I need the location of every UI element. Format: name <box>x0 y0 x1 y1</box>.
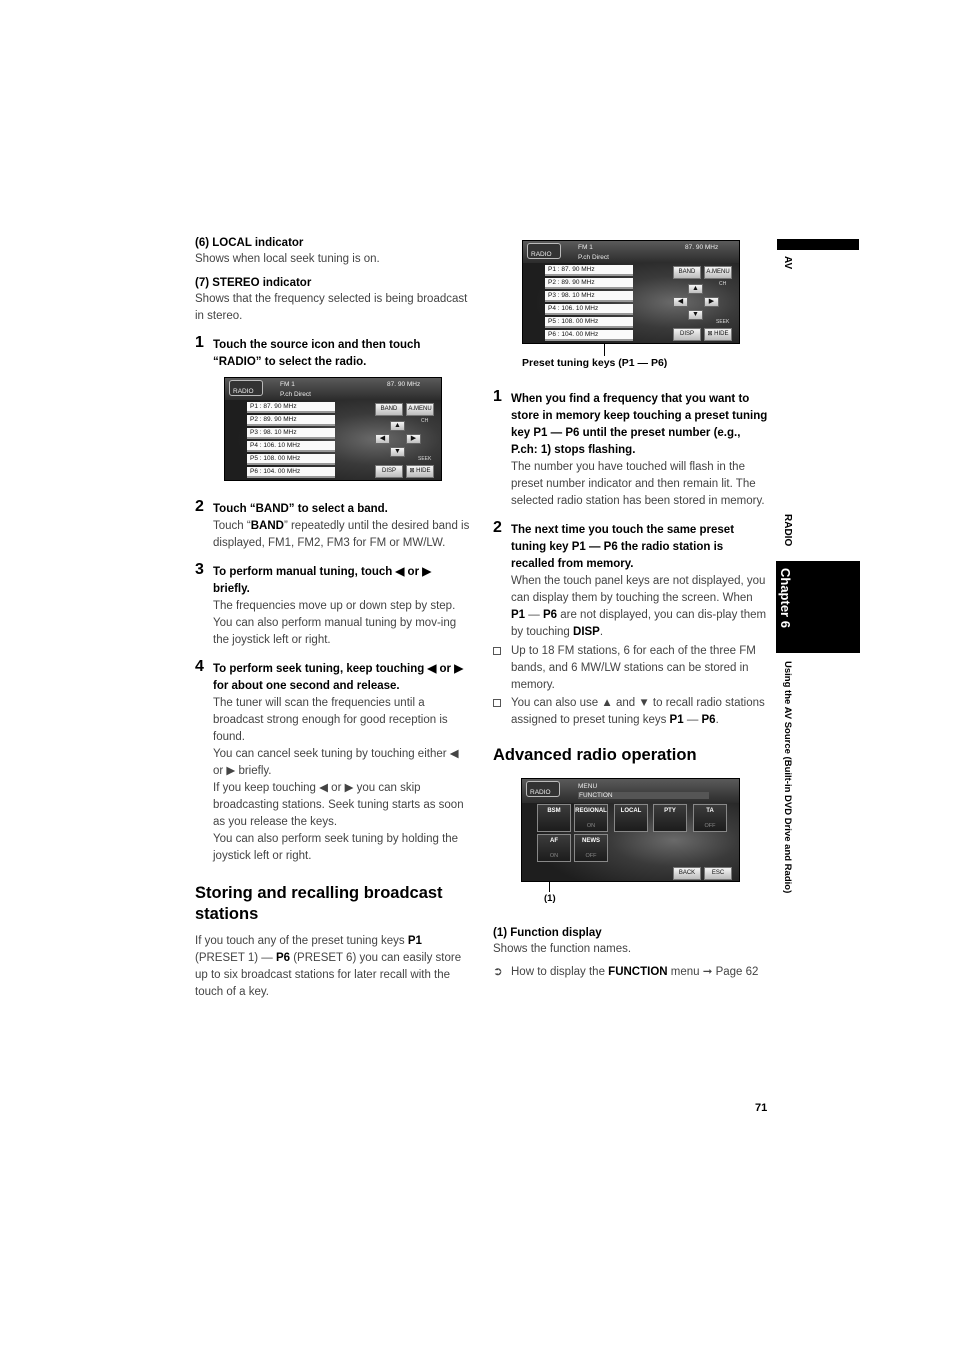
stereo-indicator-desc: Shows that the frequency selected is being broadcast in stereo. <box>195 293 468 322</box>
function-display-desc: Shows the function names. <box>493 943 632 955</box>
function-screen <box>521 778 740 882</box>
frequency-display: 87. 90 MHz <box>685 244 719 251</box>
radio-source-icon: RADIO <box>526 781 560 797</box>
preset-key-p2[interactable]: P2 : 89. 90 MHz <box>545 278 633 289</box>
step-heading: Touch the source icon and then touch “RADIO” to select the radio. <box>213 339 421 368</box>
preset-key-p3[interactable]: P3 : 98. 10 MHz <box>247 428 335 439</box>
down-arrow-button[interactable]: ▼ <box>688 310 703 320</box>
disp-button[interactable]: DISP <box>375 465 403 478</box>
section-side-label: Using the AV Source (Built-in DVD Drive and Radio) <box>782 661 793 894</box>
preset-key-p6[interactable]: P6 : 104. 00 MHz <box>545 330 633 341</box>
hide-button[interactable]: ⊠ HIDE <box>406 465 434 478</box>
step-body: You can cancel seek tuning by touching either ◀ or ▶ briefly. <box>213 748 459 777</box>
preset-key-p6[interactable]: P6 : 104. 00 MHz <box>247 467 335 478</box>
step-number: 3 <box>195 561 204 578</box>
storing-section-title: Storing and recalling broadcast stations <box>195 884 443 923</box>
checkbox-bullet-icon <box>493 647 501 655</box>
function-display: FUNCTION <box>578 792 709 799</box>
band-display: FM 1 <box>280 381 295 388</box>
function-key-af[interactable]: AF ON <box>537 834 571 862</box>
local-indicator-heading: (6) LOCAL indicator <box>195 237 304 249</box>
page-number: 71 <box>755 1102 768 1114</box>
step-4 <box>195 658 470 865</box>
preset-key-p1[interactable]: P1 : 87. 90 MHz <box>247 402 335 413</box>
ch-label: CH <box>719 281 727 287</box>
right-column <box>493 240 768 981</box>
local-indicator-desc: Shows when local seek tuning is on. <box>195 253 380 265</box>
step-heading: The next time you touch the same preset tuning key P1 — P6 the radio station is recalled from memory. <box>511 524 735 570</box>
stereo-indicator-heading: (7) STEREO indicator <box>195 277 312 289</box>
menu-label: MENU <box>578 783 598 790</box>
preset-key-p1[interactable]: P1 : 87. 90 MHz <box>545 265 633 276</box>
note-item: Up to 18 FM stations, 6 for each of the three FM bands, and 6 MW/LW stations can be stored in memory. <box>493 643 768 694</box>
storing-section-body: If you touch any of the preset tuning keys P1 (PRESET 1) — P6 (PRESET 6) you can easily store up to six broadcast stations for later recall with the touch of a key. <box>195 935 462 998</box>
function-key-ta[interactable]: TA OFF <box>693 804 727 832</box>
function-display-heading: (1) Function display <box>493 927 602 939</box>
step-body: Touch “BAND” repeatedly until the desired band is displayed, FM1, FM2, FM3 for FM or MW/LW. <box>213 520 470 549</box>
amenu-button[interactable]: A.MENU <box>704 266 732 279</box>
step-number: 1 <box>493 388 502 405</box>
step-number: 4 <box>195 658 204 675</box>
function-key-pty[interactable]: PTY <box>653 804 687 832</box>
howto-reference: ➲ How to display the FUNCTION menu ➞ Page 62 <box>493 964 768 981</box>
pch-display: P.ch Direct <box>578 254 609 261</box>
preset-keys-caption: Preset tuning keys (P1 — P6) <box>522 357 668 369</box>
checkbox-bullet-icon <box>493 699 501 707</box>
callout-line <box>549 882 550 892</box>
amenu-button[interactable]: A.MENU <box>406 403 434 416</box>
callout-line <box>604 344 605 356</box>
av-tab-bar <box>777 239 859 250</box>
disp-button[interactable]: DISP <box>673 328 701 341</box>
hide-button[interactable]: ⊠ HIDE <box>704 328 732 341</box>
step-heading: To perform seek tuning, keep touching ◀ or ▶ for about one second and release. <box>213 663 464 692</box>
step-heading: Touch “BAND” to select a band. <box>213 503 388 515</box>
radio-source-icon: RADIO <box>527 243 561 259</box>
down-arrow-button[interactable]: ▼ <box>390 447 405 457</box>
radio-screen <box>224 377 442 481</box>
notes-list <box>493 643 768 729</box>
back-button[interactable]: BACK <box>673 867 701 880</box>
step-3 <box>195 561 470 649</box>
seek-label: SEEK <box>418 456 432 462</box>
step-body: The tuner will scan the frequencies until a broadcast strong enough for good reception is found. <box>213 697 448 743</box>
function-key-regional[interactable]: REGIONAL ON <box>574 804 608 832</box>
function-key-local[interactable]: LOCAL <box>614 804 648 832</box>
preset-key-p2[interactable]: P2 : 89. 90 MHz <box>247 415 335 426</box>
step-body: If you keep touching ◀ or ▶ you can skip broadcasting stations. Seek tuning starts as soon as you release the keys. <box>213 782 464 828</box>
preset-key-p5[interactable]: P5 : 108. 00 MHz <box>545 317 633 328</box>
step-heading: To perform manual tuning, touch ◀ or ▶ briefly. <box>213 566 432 595</box>
step-body: The frequencies move up or down step by step. <box>213 600 456 612</box>
band-button[interactable]: BAND <box>375 403 403 416</box>
right-arrow-button[interactable]: ▶ <box>406 434 421 444</box>
band-button[interactable]: BAND <box>673 266 701 279</box>
step-2 <box>195 498 470 552</box>
preset-key-p5[interactable]: P5 : 108. 00 MHz <box>247 454 335 465</box>
pch-display: P.ch Direct <box>280 391 311 398</box>
right-step-1 <box>493 388 768 510</box>
step-body: The number you have touched will flash in the preset number indicator and then remain lit. The selected radio station has been stored in memory. <box>511 461 765 507</box>
radio-side-label: RADIO <box>782 514 793 547</box>
step-number: 2 <box>493 519 502 536</box>
function-key-bsm[interactable]: BSM <box>537 804 571 832</box>
note-item: You can also use ▲ and ▼ to recall radio stations assigned to preset tuning keys P1 — P6. <box>493 695 768 729</box>
frequency-display: 87. 90 MHz <box>387 381 421 388</box>
right-arrow-button[interactable]: ▶ <box>704 297 719 307</box>
left-arrow-button[interactable]: ◀ <box>673 297 688 307</box>
up-arrow-button[interactable]: ▲ <box>390 421 405 431</box>
step-body: You can also perform seek tuning by holding the joystick left or right. <box>213 833 459 862</box>
step-body: You can also perform manual tuning by mov-ing the joystick left or right. <box>213 617 457 646</box>
callout-1-label: (1) <box>544 893 556 904</box>
up-arrow-button[interactable]: ▲ <box>688 284 703 294</box>
function-key-news[interactable]: NEWS OFF <box>574 834 608 862</box>
left-arrow-button[interactable]: ◀ <box>375 434 390 444</box>
left-column <box>195 236 470 1001</box>
chapter-label: Chapter 6 <box>778 568 793 628</box>
right-step-2 <box>493 519 768 641</box>
ch-label: CH <box>421 418 429 424</box>
step-heading: When you find a frequency that you want to store in memory keep touching a preset tuning key P1 — P6 until the preset number (e.g., P.ch: 1) stops flashing. <box>511 393 768 456</box>
step-number: 2 <box>195 498 204 515</box>
preset-key-p3[interactable]: P3 : 98. 10 MHz <box>545 291 633 302</box>
advanced-section-title: Advanced radio operation <box>493 746 697 764</box>
av-side-label: AV <box>782 256 793 270</box>
step-number: 1 <box>195 334 204 351</box>
step-1 <box>195 334 470 371</box>
radio-screen-presets <box>522 240 740 344</box>
reference-arrow-icon: ➲ <box>493 966 503 978</box>
step-body: When the touch panel keys are not displayed, you can display them by touching the screen. When P1 — P6 are not displayed, you can dis-play them by touching DISP. <box>511 575 767 638</box>
band-display: FM 1 <box>578 244 593 251</box>
esc-button[interactable]: ESC <box>704 867 732 880</box>
seek-label: SEEK <box>716 319 730 325</box>
radio-source-icon: RADIO <box>229 380 263 396</box>
preset-key-p4[interactable]: P4 : 106. 10 MHz <box>247 441 335 452</box>
preset-key-p4[interactable]: P4 : 106. 10 MHz <box>545 304 633 315</box>
